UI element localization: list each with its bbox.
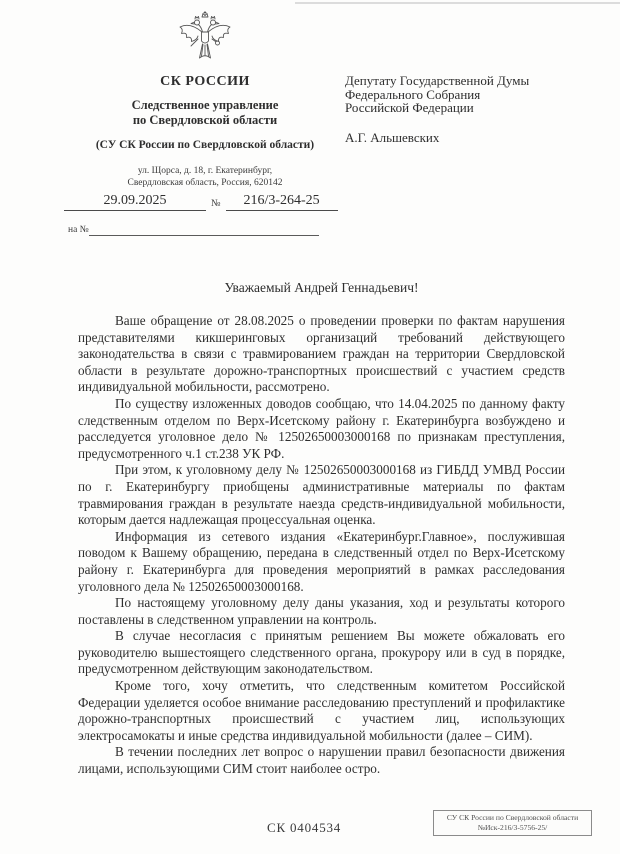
paragraph-1: Ваше обращение от 28.08.2025 о проведении проверки по фактам нарушения представителями кикшеринговых организаций требований действующего законодательства в связи с травмированием граждан на территории Свердловской области в результате дорожно-транспортных происшествий с участием средств индивидуальной мобильности, рассмотрено. xyxy=(78,313,565,395)
reference-blank-line xyxy=(89,224,319,236)
paragraph-8: В течении последних лет вопрос о нарушении правил безопасности движения лицами, использующими СИМ стоит наиболее остро. xyxy=(78,744,565,777)
date-number-row xyxy=(64,193,346,211)
recipient-line1: Депутату Государственной Думы xyxy=(345,73,530,88)
recipient-line3: Российской Федерации xyxy=(345,100,474,115)
letter-body xyxy=(78,280,565,778)
recipient-line2: Федерального Собрания xyxy=(345,86,481,102)
org-address-line2: Свердловская область, Россия, 620142 xyxy=(127,178,283,188)
paragraph-6: В случае несогласия с принятым решением Вы можете обжаловать его руководителю вышестоящего следственного органа, прокурору или в суд в порядке, предусмотренном действующим законодательством. xyxy=(78,628,565,677)
org-title: СК РОССИИ xyxy=(160,74,250,89)
paragraph-2: По существу изложенных доводов сообщаю, что 14.04.2025 по данному факту следственным отделом по Верх-Исетскому району г. Екатеринбурга возбуждено и расследуется уголовное дело № 12502650003000168 по признакам преступления, предусмотренного ч.1 ст.238 УК РФ. xyxy=(78,395,565,461)
stamp-number-line: №Иск-216/3-5756-25/ xyxy=(477,822,548,832)
recipient-block xyxy=(345,74,580,144)
registration-stamp xyxy=(433,810,592,836)
recipient-name: А.Г. Альшевских xyxy=(345,129,440,145)
scan-artifact-line xyxy=(295,2,620,4)
coat-of-arms-icon xyxy=(64,10,346,68)
org-subtitle-line1: Следственное управление xyxy=(131,98,279,112)
form-number: СК 0404534 xyxy=(267,820,342,835)
org-address-line1: ул. Щорса, д. 18, г. Екатеринбург, xyxy=(137,166,273,176)
org-abbreviation: (СУ СК России по Свердловской области) xyxy=(95,139,315,151)
reference-number-row xyxy=(64,224,346,236)
paragraph-4: Информация из сетевого издания «Екатеринбург.Главное», послужившая поводом к Вашему обращению, передана в следственный отдел по Верх-Исетскому району г. Екатеринбурга для проведения мероприятий в рамках расследования уголовного дела № 12502650003000168. xyxy=(78,528,565,594)
paragraph-7: Кроме того, хочу отметить, что следственным комитетом Российской Федерации уделяется особое внимание расследованию преступлений и профилактике дорожно-транспортных происшествий с участием лиц, использующих электросамокаты и иные средства индивидуальной мобильности (далее – СИМ). xyxy=(78,678,565,743)
reference-label: на № xyxy=(68,225,89,235)
letterhead xyxy=(64,10,346,236)
salutation: Уважаемый Андрей Геннадьевич! xyxy=(224,280,419,295)
date-field: 29.09.2025 xyxy=(64,193,206,211)
stamp-org-line: СУ СК России по Свердловской области xyxy=(446,813,579,822)
number-sign: № xyxy=(211,198,221,209)
org-subtitle-line2: по Свердловской области xyxy=(132,112,278,127)
document-number-field: 216/3-264-25 xyxy=(226,193,338,211)
paragraph-5: По настоящему уголовному делу даны указания, ход и результаты которого поставлены в следственном управлении на контроль. xyxy=(78,595,565,627)
paragraph-3: При этом, к уголовному делу № 12502650003000168 из ГИБДД УМВД России по г. Екатеринбургу приобщены административные материалы по фактам травмирования граждан в результате наезда средств-индивидуальной мобильности, которым дается надлежащая процессуальная оценка. xyxy=(78,462,565,528)
